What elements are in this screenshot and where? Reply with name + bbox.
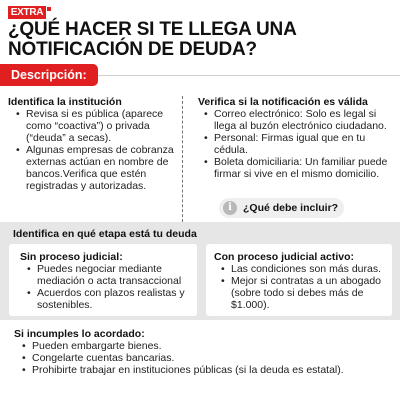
noncompliance-list bbox=[21, 340, 396, 376]
list-item: • Personal: Firmas igual que en tu cédula. bbox=[203, 132, 395, 156]
description-tab: Descripción: bbox=[0, 64, 98, 86]
list-item: • Mejor si contratas a un abogado (sobre todo si debes más de $1.000). bbox=[220, 275, 388, 311]
list-item: • Algunas empresas de cobranza externas actúan en nombre de bancos.Verifica que estén registradas y autorizadas. bbox=[15, 144, 175, 192]
list-item: • Pueden embargarte bienes. bbox=[21, 340, 396, 352]
judicial-list bbox=[220, 263, 388, 311]
include-button-label: ¿Qué debe incluir? bbox=[243, 202, 339, 214]
right-column-title: Verifica si la notificación es válida bbox=[198, 96, 368, 108]
list-item: • Acuerdos con plazos realistas y sostenibles. bbox=[26, 287, 191, 311]
logo-dot bbox=[47, 7, 51, 11]
list-item: • Correo electrónico: Solo es legal si llega al buzón electrónico ciudadano. bbox=[203, 108, 395, 132]
list-item: • Prohibirte trabajar en instituciones públicas (si la deuda es estatal). bbox=[21, 364, 396, 376]
description-divider bbox=[98, 75, 400, 76]
list-item: • Las condiciones son más duras. bbox=[220, 263, 388, 275]
no-judicial-card bbox=[9, 244, 197, 316]
judicial-title: Con proceso judicial activo: bbox=[214, 251, 355, 263]
stage-section-title: Identifica en qué etapa está tu deuda bbox=[13, 228, 197, 240]
title-line-1: ¿QUÉ HACER SI TE LLEGA UNA bbox=[8, 19, 297, 40]
right-column-list bbox=[203, 108, 395, 180]
title-line-2: NOTIFICACIÓN DE DEUDA? bbox=[8, 39, 257, 60]
list-item: • Congelarte cuentas bancarias. bbox=[21, 352, 396, 364]
list-item: • Revisa si es pública (aparece como “coactiva”) o privada (“deuda” a secas). bbox=[15, 108, 175, 144]
left-column-list bbox=[15, 108, 175, 192]
no-judicial-list bbox=[26, 263, 191, 311]
info-icon: i bbox=[223, 201, 237, 215]
noncompliance-title: Si incumples lo acordado: bbox=[14, 328, 145, 340]
page-title bbox=[8, 20, 393, 60]
list-item: • Boleta domiciliaria: Un familiar puede firmar si vive en el mismo domicilio. bbox=[203, 156, 395, 180]
list-item: • Puedes negociar mediante mediación o acta transaccional bbox=[26, 263, 191, 287]
what-to-include-button[interactable] bbox=[219, 198, 344, 218]
column-divider bbox=[182, 96, 183, 222]
extra-logo: EXTRA bbox=[8, 6, 46, 19]
left-column-title: Identifica la institución bbox=[8, 96, 122, 108]
no-judicial-title: Sin proceso judicial: bbox=[20, 251, 123, 263]
judicial-card bbox=[206, 244, 392, 316]
